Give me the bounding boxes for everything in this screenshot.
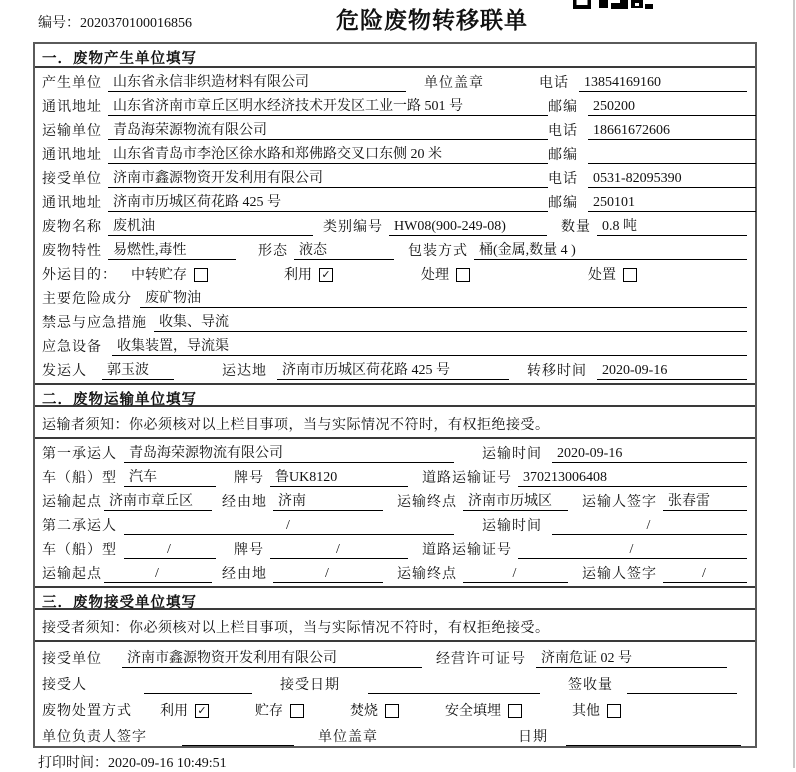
zip-label: 邮编	[548, 196, 578, 211]
row-transporter-address	[35, 143, 755, 167]
qr-code-fragment-icon	[573, 0, 653, 10]
end1-value: 济南市历城区	[463, 493, 568, 511]
date-value	[566, 729, 741, 746]
via2-value: /	[273, 565, 383, 583]
plate2-value: /	[270, 541, 408, 559]
license1-value: 370213006408	[518, 469, 747, 487]
row-consignor	[35, 359, 755, 383]
checkbox-disposal-landfill	[508, 704, 522, 718]
permit-value: 济南危证 02 号	[536, 650, 727, 668]
packing-label: 包装方式	[408, 244, 468, 259]
checkbox-utilize: ✓	[319, 268, 333, 282]
license2-value: /	[518, 541, 747, 559]
row-acceptor	[35, 671, 755, 697]
transfer-manifest-form	[33, 42, 757, 748]
page-title: 危险废物转移联单	[336, 7, 528, 33]
transporter-label: 运输单位	[42, 124, 102, 139]
unit-seal-label: 单位盖章	[424, 76, 484, 91]
accept-unit-label: 接受单位	[42, 652, 102, 667]
destination-value: 济南市历城区荷花路 425 号	[277, 362, 509, 380]
transport-time-label: 运输时间	[482, 519, 542, 534]
receiver-zip-value: 250101	[588, 194, 756, 212]
checkbox-disposal-utilize: ✓	[195, 704, 209, 718]
row-outbound-purpose	[35, 263, 755, 287]
leader-sign-value	[182, 729, 294, 746]
row-producer-address	[35, 95, 755, 119]
character-value: 易燃性,毒性	[108, 242, 236, 260]
receiver-value: 济南市鑫源物资开发利用有限公司	[108, 170, 548, 188]
waste-name-label: 废物名称	[42, 220, 102, 235]
receiver-label: 接受单位	[42, 172, 102, 187]
row-vehicle2	[35, 538, 755, 562]
via1-value: 济南	[273, 493, 383, 511]
accept-unit-value: 济南市鑫源物资开发利用有限公司	[122, 650, 422, 668]
plate-label: 牌号	[234, 471, 264, 486]
row-accept-unit	[35, 645, 755, 671]
page-right-edge	[793, 0, 795, 768]
purpose-option-dispose: 处置	[588, 264, 637, 284]
address-label: 通讯地址	[42, 196, 102, 211]
receiver-phone-value: 0531-82095390	[588, 170, 756, 188]
accept-date-value	[368, 677, 540, 694]
quantity-value: 0.8 吨	[597, 218, 747, 236]
section3-title: 三．废物接受单位填写	[35, 586, 755, 610]
row-route1	[35, 490, 755, 514]
section1-title: 一．废物产生单位填写	[35, 44, 755, 68]
row-transporter-unit	[35, 119, 755, 143]
disposal-label: 废物处置方式	[42, 704, 132, 719]
checkbox-storage	[194, 268, 208, 282]
disposal-option-other: 其他	[572, 700, 621, 720]
transporter-value: 青岛海荣源物流有限公司	[108, 122, 548, 140]
row-second-carrier	[35, 514, 755, 538]
end-label: 运输终点	[397, 495, 457, 510]
leader-sign-label: 单位负责人签字	[42, 730, 147, 745]
packing-value: 桶(金属,数量 4 )	[474, 242, 747, 260]
signed-amount-label: 签收量	[568, 678, 613, 693]
phone-label: 电话	[548, 124, 578, 139]
transport-time1-value: 2020-09-16	[552, 445, 747, 463]
origin2-value: /	[104, 565, 212, 583]
origin-label: 运输起点	[42, 495, 102, 510]
transfer-time-label: 转移时间	[527, 364, 587, 379]
phone-label: 电话	[548, 172, 578, 187]
transporter-notice: 运输者须知：你必须核对以上栏目事项，当与实际情况不符时，有权拒绝接受。	[35, 407, 755, 439]
row-waste-name	[35, 215, 755, 239]
hazard-value: 废矿物油	[140, 290, 747, 308]
row-waste-character	[35, 239, 755, 263]
serial-label: 编号：	[38, 16, 80, 31]
plate1-value: 鲁UK8120	[270, 469, 408, 487]
producer-phone-value: 13854169160	[579, 74, 747, 92]
producer-address-value: 山东省济南市章丘区明水经济技术开发区工业一路 501 号	[108, 98, 548, 116]
row-disposal-method	[35, 697, 755, 723]
row-hazard-component	[35, 287, 755, 311]
vehicle1-value: 汽车	[124, 469, 216, 487]
category-value: HW08(900-249-08)	[389, 218, 547, 236]
carrier-sign-label: 运输人签字	[582, 495, 657, 510]
permit-label: 经营许可证号	[436, 652, 526, 667]
hazard-label: 主要危险成分	[42, 292, 132, 307]
form-value: 液态	[294, 242, 394, 260]
document-serial	[38, 12, 192, 32]
row-emergency-equipment	[35, 335, 755, 359]
purpose-option-storage: 中转贮存	[131, 264, 208, 284]
taboo-value: 收集、导流	[154, 314, 747, 332]
sign1-value: 张春雷	[663, 493, 747, 511]
road-license-label: 道路运输证号	[422, 543, 512, 558]
row-receiver-unit	[35, 167, 755, 191]
purpose-option-utilize: 利用 ✓	[284, 264, 333, 284]
carrier-sign-label: 运输人签字	[582, 567, 657, 582]
vehicle-type-label: 车（船）型	[42, 543, 117, 558]
carrier1-value: 青岛海荣源物流有限公司	[124, 445, 454, 463]
print-time-value: 2020-09-16 10:49:51	[108, 756, 227, 771]
checkbox-disposal-other	[607, 704, 621, 718]
waste-name-value: 废机油	[108, 218, 313, 236]
accept-date-label: 接受日期	[280, 678, 340, 693]
end-label: 运输终点	[397, 567, 457, 582]
plate-label: 牌号	[234, 543, 264, 558]
purpose-label: 外运目的：	[42, 268, 117, 283]
character-label: 废物特性	[42, 244, 102, 259]
transport-time-label: 运输时间	[482, 447, 542, 462]
sign2-value: /	[663, 565, 747, 583]
equipment-value: 收集装置，导流渠	[112, 338, 747, 356]
taboo-label: 禁忌与应急措施	[42, 316, 147, 331]
receiver-address-value: 济南市历城区荷花路 425 号	[108, 194, 548, 212]
vehicle2-value: /	[124, 541, 216, 559]
producer-zip-value: 250200	[588, 98, 756, 116]
date-label: 日期	[518, 730, 548, 745]
checkbox-dispose	[623, 268, 637, 282]
origin-label: 运输起点	[42, 567, 102, 582]
section2-title: 二．废物运输单位填写	[35, 383, 755, 407]
row-leader-signature	[35, 723, 755, 749]
zip-label: 邮编	[548, 100, 578, 115]
row-vehicle1	[35, 466, 755, 490]
transporter-zip-value	[588, 147, 756, 164]
producer-value: 山东省永信非织造材料有限公司	[108, 74, 406, 92]
disposal-option-landfill: 安全填埋	[445, 700, 522, 720]
row-producer-unit	[35, 71, 755, 95]
zip-label: 邮编	[548, 148, 578, 163]
carrier2-label: 第二承运人	[42, 519, 117, 534]
quantity-label: 数量	[561, 220, 591, 235]
address-label: 通讯地址	[42, 148, 102, 163]
destination-label: 运达地	[222, 364, 267, 379]
producer-label: 产生单位	[42, 76, 102, 91]
print-time-label: 打印时间：	[38, 756, 108, 771]
print-time	[38, 752, 227, 772]
row-receiver-address	[35, 191, 755, 215]
phone-label: 电话	[539, 76, 569, 91]
end2-value: /	[463, 565, 568, 583]
unit-seal-label: 单位盖章	[318, 730, 378, 745]
acceptor-value	[144, 677, 252, 694]
checkbox-disposal-incinerate	[385, 704, 399, 718]
via-label: 经由地	[222, 495, 267, 510]
carrier1-label: 第一承运人	[42, 447, 117, 462]
disposal-option-incinerate: 焚烧	[350, 700, 399, 720]
transporter-phone-value: 18661672606	[588, 122, 756, 140]
consignor-label: 发运人	[42, 364, 87, 379]
signed-amount-value	[627, 677, 737, 694]
origin1-value: 济南市章丘区	[104, 493, 212, 511]
checkbox-treat	[456, 268, 470, 282]
disposal-option-store: 贮存	[255, 700, 304, 720]
transport-time2-value: /	[552, 517, 747, 535]
purpose-option-treat: 处理	[421, 264, 470, 284]
serial-number: 2020370100016856	[80, 16, 192, 31]
equipment-label: 应急设备	[42, 340, 102, 355]
road-license-label: 道路运输证号	[422, 471, 512, 486]
category-label: 类别编号	[323, 220, 383, 235]
form-label: 形态	[258, 244, 288, 259]
carrier2-value: /	[124, 517, 454, 535]
receiver-notice: 接受者须知：你必须核对以上栏目事项，当与实际情况不符时，有权拒绝接受。	[35, 610, 755, 642]
transporter-address-value: 山东省青岛市李沧区徐水路和郑佛路交叉口东侧 20 米	[108, 146, 548, 164]
checkbox-disposal-store	[290, 704, 304, 718]
row-first-carrier	[35, 442, 755, 466]
consignor-value: 郭玉波	[102, 362, 174, 380]
address-label: 通讯地址	[42, 100, 102, 115]
disposal-option-utilize: 利用 ✓	[160, 700, 209, 720]
row-route2	[35, 562, 755, 586]
transfer-time-value: 2020-09-16	[597, 362, 747, 380]
row-taboo-measures	[35, 311, 755, 335]
vehicle-type-label: 车（船）型	[42, 471, 117, 486]
via-label: 经由地	[222, 567, 267, 582]
acceptor-label: 接受人	[42, 678, 87, 693]
